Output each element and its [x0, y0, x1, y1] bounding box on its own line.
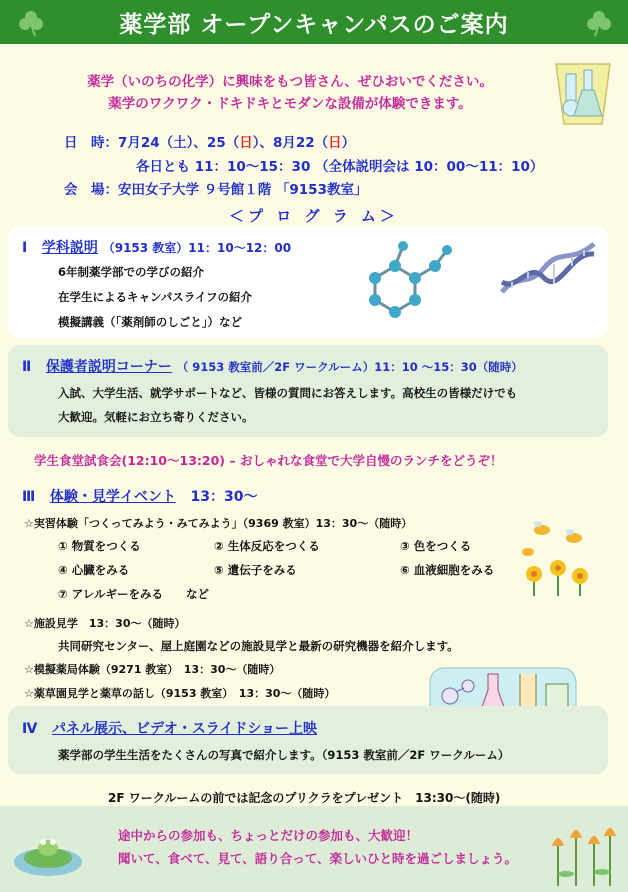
bee-flower-icon	[514, 516, 596, 598]
dna-icon	[498, 238, 598, 298]
section-4-text: 薬学部の学生生活をたくさんの写真で紹介します。（9153 教室前／2F ワークルーム）	[58, 748, 510, 762]
section-number: Ⅰ	[22, 240, 28, 256]
clover-icon	[584, 8, 614, 38]
tulip-icon	[546, 816, 620, 888]
facility-tour-text: 共同研究センター、屋上庭園などの施設見学と最新の研究機器を紹介します。	[58, 639, 459, 653]
section-4-panel	[8, 706, 608, 774]
list-item: 在学生によるキャンパスライフの紹介	[58, 290, 253, 304]
intro-line-2: 薬学のワクワク・ドキドキとモダンな設備が体験できます。	[108, 96, 472, 112]
section-2-title: 保護者説明コーナー	[45, 359, 172, 375]
footer-line-2: 聞いて、食べて、見て、語り合って、楽しいひと時を過ごしましょう。	[118, 851, 518, 866]
time-row: 各日とも 11：10～15：30 （全体説明会は 10：00～11：10）	[136, 159, 544, 175]
facility-tour-title: ☆施設見学 13：30～（随時）	[24, 617, 186, 630]
venue-label: 会 場：	[64, 182, 118, 198]
section-3-title-row	[22, 486, 257, 506]
date-label: 日 時：	[64, 135, 118, 151]
section-2-detail: （ 9153 教室前／2F ワークルーム）11：10 ～15：30（随時）	[176, 360, 523, 374]
list-item: ② 生体反応をつくる	[214, 539, 320, 553]
section-1-detail: （9153 教室）11：10～12：00	[102, 241, 292, 255]
date-part-c: ）	[341, 135, 356, 151]
section-number: Ⅲ	[22, 489, 36, 505]
program-heading: ＜プ ロ グ ラ ム＞	[229, 207, 399, 225]
header-bar	[0, 0, 628, 44]
list-item: ① 物質をつくる	[58, 539, 141, 553]
date-part-b: ）、8月22（	[252, 135, 329, 151]
sunday-marker: 日	[239, 135, 253, 151]
section-1-title: 学科説明	[41, 240, 98, 256]
section-1-title-row	[22, 237, 291, 257]
footer-line-1: 途中からの参加も、ちょっとだけの参加も、大歓迎！	[118, 828, 419, 843]
list-item: ⑤ 遺伝子をみる	[214, 563, 297, 577]
venue-row	[64, 178, 367, 198]
pharmacy-experience: ☆模擬薬局体験（9271 教室） 13：30～（随時）	[24, 663, 281, 676]
sunday-marker: 日	[328, 135, 342, 151]
section-3-time: 13：30～	[190, 489, 258, 505]
list-item: ③ 色をつくる	[400, 539, 472, 553]
section-number: Ⅱ	[22, 359, 32, 375]
venue-value: 安田女子大学 ９号館１階 「9153教室」	[118, 182, 368, 198]
frog-lilypad-icon	[12, 826, 84, 878]
flask-icon	[552, 60, 614, 128]
section-3-title: 体験・見学イベント	[49, 489, 176, 505]
molecule-icon	[355, 238, 455, 322]
date-row	[64, 131, 355, 151]
section-number: Ⅳ	[22, 721, 38, 737]
intro-line-1: 薬学（いのちの化学）に興味をもつ皆さん、ぜひおいでください。	[87, 74, 493, 90]
page-title: 薬学部 オープンキャンパスのご案内	[119, 12, 509, 38]
list-item: ⑥ 血液細胞をみる	[400, 563, 495, 577]
section-2-text-2: 大歓迎。気軽にお立ち寄りください。	[58, 410, 254, 424]
section-2-title-row	[22, 356, 523, 376]
purikura-notice: 2F ワークルームの前では記念のプリクラをプレゼント 13:30～(随時)	[108, 791, 501, 805]
practice-experience: ☆実習体験「つくってみよう・みてみよう」（9369 教室）13：30～（随時）	[24, 517, 413, 530]
list-item: ⑦ アレルギーをみる など	[58, 587, 209, 601]
list-item: ④ 心臓をみる	[58, 563, 130, 577]
section-4-title: パネル展示、ビデオ・スライドショー上映	[52, 721, 318, 737]
list-item: 6年制薬学部での学びの紹介	[58, 265, 205, 279]
cafeteria-notice: 学生食堂試食会(12:10～13:20) – おしゃれな食堂で大学自慢のランチをどうぞ！	[34, 453, 503, 468]
list-item: 模擬講義（「薬剤師のしごと」）など	[58, 315, 242, 329]
section-4-title-row	[22, 718, 317, 738]
herb-garden-tour: ☆薬草園見学と薬草の話し（9153 教室） 13：30～（随時）	[24, 687, 336, 700]
section-2-text-1: 入試、大学生活、就学サポートなど、皆様の質問にお答えします。高校生の皆様だけでも	[58, 386, 518, 400]
date-part-a: 7月24（土）、25（	[118, 135, 240, 151]
